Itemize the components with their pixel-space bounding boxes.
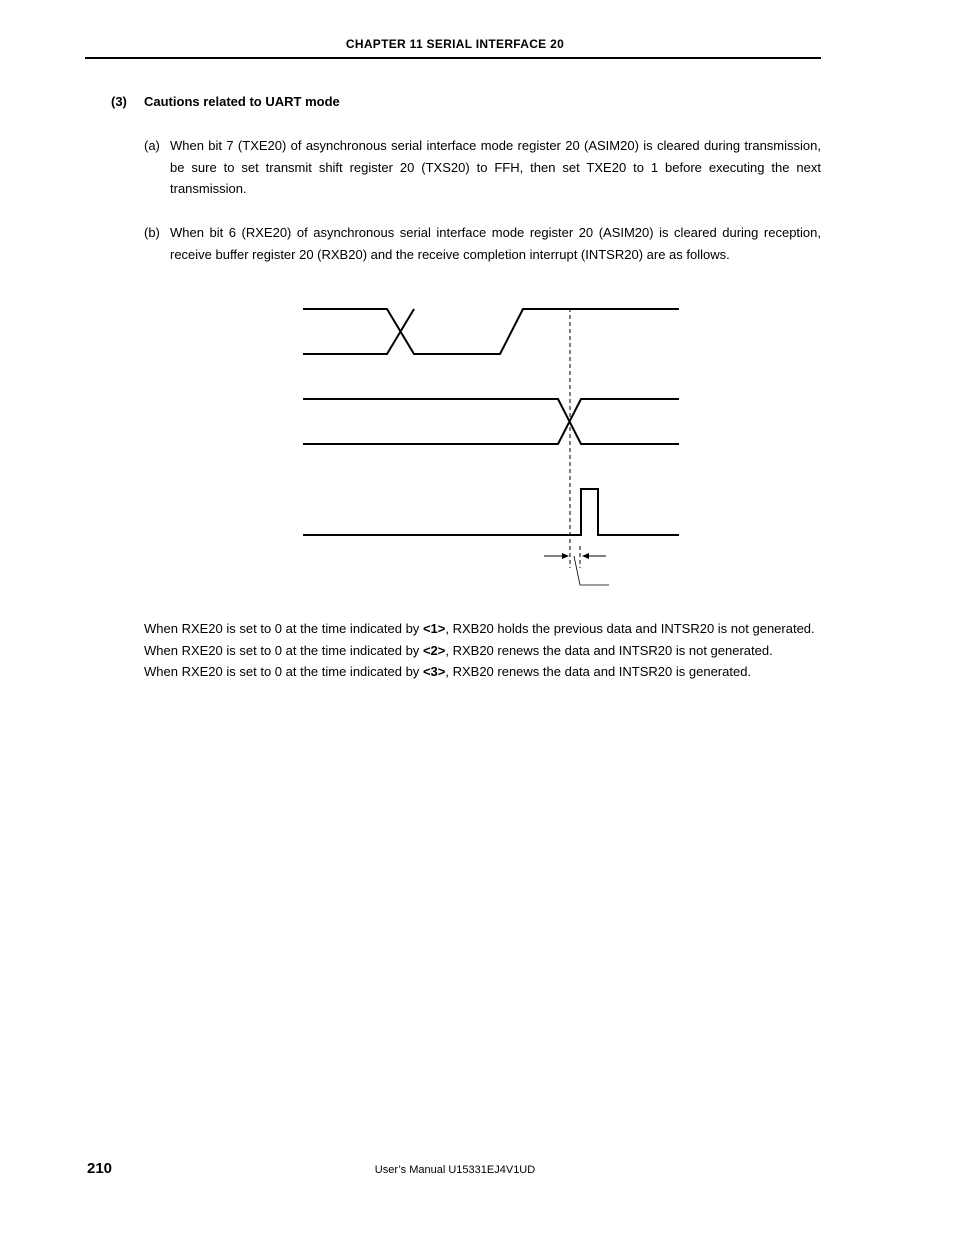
timing-row-3-pulse (303, 489, 679, 535)
time-marker-label: <2> (422, 642, 446, 658)
note-line-2: When RXE20 is set to 0 at the time indicated by <2>, RXB20 renews the data and INTSR20 is not generated. (144, 642, 773, 658)
section-number: (3) (111, 94, 127, 109)
item-label: (b) (144, 225, 160, 240)
interval-arrowhead-left (562, 553, 569, 559)
timing-diagram (0, 0, 954, 600)
timing-row-1-upper (303, 309, 679, 354)
notes-block (144, 618, 821, 683)
timing-row-2-upper (303, 399, 679, 444)
page-number: 210 (87, 1160, 113, 1177)
note-line-3: When RXE20 is set to 0 at the time indicated by <3>, RXB20 renews the data and INTSR20 is generated. (144, 664, 752, 680)
note-line-1: When RXE20 is set to 0 at the time indicated by <1>, RXB20 holds the previous data and INTSR20 is not generated. (144, 621, 815, 636)
timing-row-2-lower (303, 399, 679, 444)
leader-line (574, 556, 609, 585)
chapter-title: CHAPTER 11 SERIAL INTERFACE 20 (345, 37, 565, 51)
item-text: When bit 7 (TXE20) of asynchronous serial interface mode register 20 (ASIM20) is cleared during transmission, be sure to set transmit shift register 20 (TXS20) to FFH, then set TXE20 to 1 before executing the next transmission. (170, 138, 821, 197)
section-title: Cautions related to UART mode (144, 94, 340, 109)
timing-row-1-lower (303, 309, 414, 354)
item-text: When bit 6 (RXE20) of asynchronous serial interface mode register 20 (ASIM20) is cleared during reception, receive buffer register 20 (RXB20) and the receive completion interrupt (INTSR20) are as follows. (170, 225, 821, 262)
time-marker-label: <3> (422, 664, 446, 680)
item-label: (a) (144, 138, 160, 153)
manual-id: User’s Manual U15331EJ4V1UD (374, 1164, 536, 1176)
time-marker-label: <1> (422, 621, 446, 636)
interval-arrowhead-right (582, 553, 589, 559)
